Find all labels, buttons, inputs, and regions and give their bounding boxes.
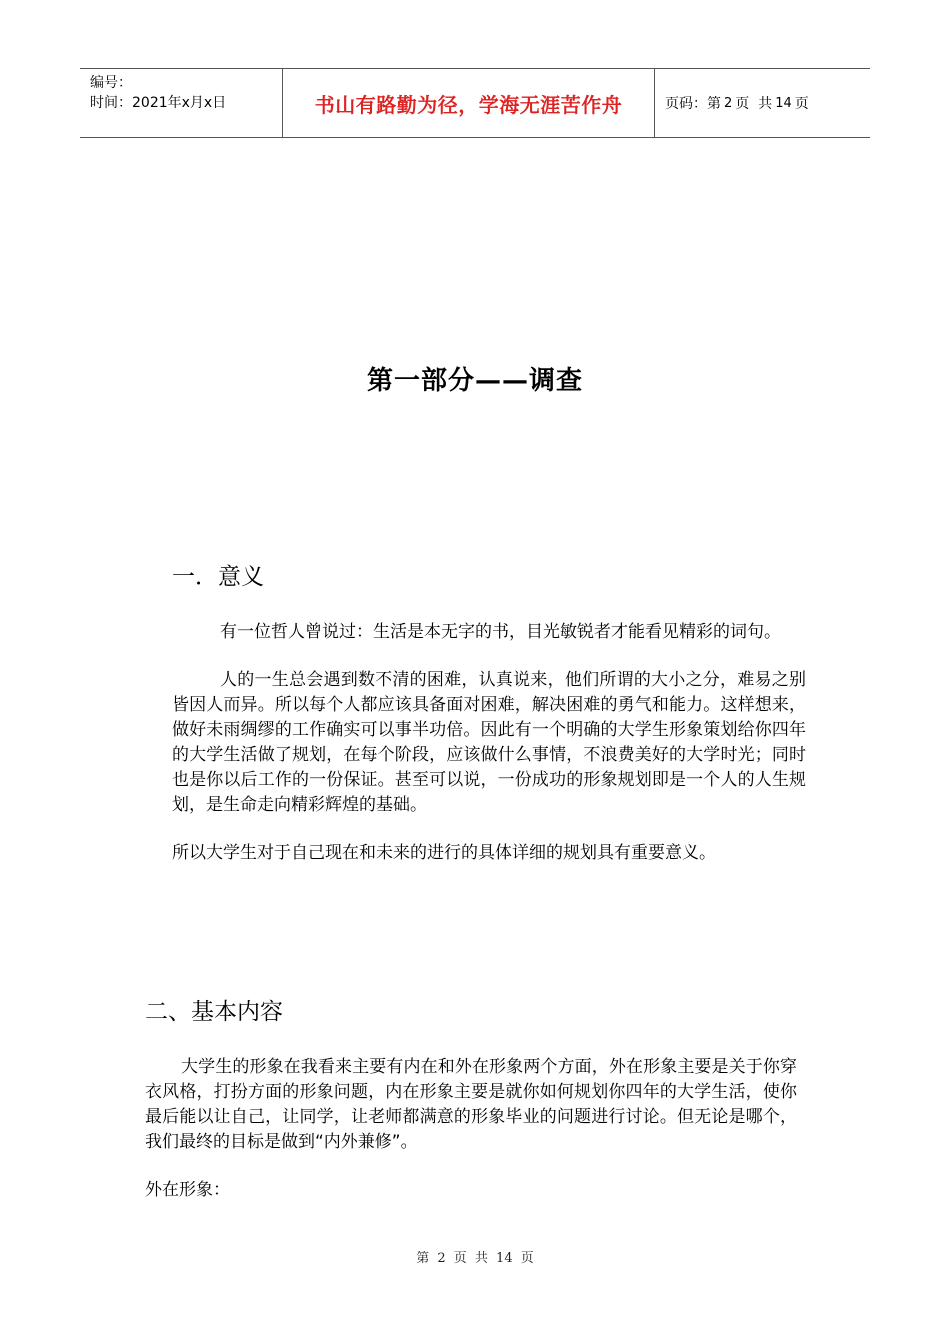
section2-paragraph-2: 外在形象：	[145, 1180, 230, 1200]
section1-paragraph-2: 人的一生总会遇到数不清的困难，认真说来，他们所谓的大小之分，难易之别皆因人而异。所以每个人都应该具备面对困难，解决困难的勇气和能力。这样想来，做好未雨绸缪的工作确实可以事半功倍。因此有一个明确的大学生形象策划给你四年的大学生活做了规划，在每个阶段，应该做什么事情，不浪费美好的大学时光；同时也是你以后工作的一份保证。甚至可以说，一份成功的形象规划即是一个人的人生规划，是生命走向精彩辉煌的基础。	[172, 670, 806, 815]
section2-content	[145, 1055, 797, 1203]
header-page-info	[655, 69, 870, 137]
page-info-mid: 页 共	[735, 96, 773, 112]
page-info-total: 14	[775, 95, 792, 111]
page-info-suffix: 页	[794, 96, 809, 112]
header-meta	[80, 69, 282, 137]
page-footer: 第 2 页 共 14 页	[416, 1251, 534, 1266]
page-info-current: 2	[724, 95, 733, 111]
section1-content	[172, 620, 806, 866]
section2-heading: 二、基本内容	[145, 999, 283, 1025]
page-header	[80, 68, 870, 138]
section2-paragraph-1: 大学生的形象在我看来主要有内在和外在形象两个方面，外在形象主要是关于你穿衣风格，打扮方面的形象问题，内在形象主要是就你如何规划你四年的大学生活，使你最后能以让自己，让同学，让老师都满意的形象毕业的问题进行讨论。但无论是哪个，我们最终的目标是做到“内外兼修”。	[145, 1057, 797, 1152]
page-info-prefix: 页码：第	[665, 96, 721, 112]
page-title: 第一部分——调查	[366, 366, 583, 396]
section1-heading: 一．意义	[172, 564, 264, 590]
header-number-label: 编号：	[90, 75, 132, 91]
section1-paragraph-1: 有一位哲人曾说过：生活是本无字的书，目光敏锐者才能看见精彩的词句。	[220, 622, 781, 642]
section1-paragraph-3: 所以大学生对于自己现在和未来的进行的具体详细的规划具有重要意义。	[172, 843, 716, 863]
header-date: 时间：2021年x月x日	[90, 95, 227, 111]
header-motto: 书山有路勤为径，学海无涯苦作舟	[282, 69, 655, 137]
